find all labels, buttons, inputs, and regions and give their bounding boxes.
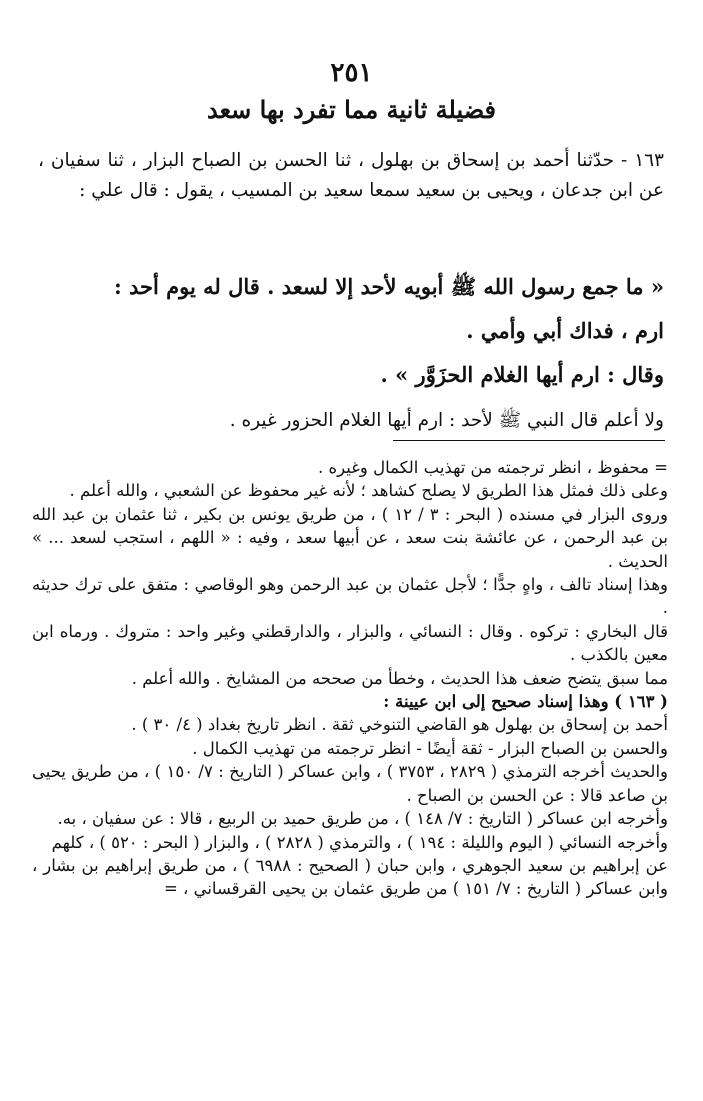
hadith-matn bbox=[38, 265, 664, 397]
hadith-closing-note: ولا أعلم قال النبي ﷺ لأحد : ارم أيها الغلام الحزور غيره . bbox=[229, 410, 664, 431]
footnote-paragraph: قال البخاري : تركوه . وقال : النسائي ، والبزار ، والدارقطني وغير واحد : متروك . ورماه ابن معين بالكذب . bbox=[32, 621, 668, 665]
footnote-paragraph: وأخرجه النسائي ( اليوم والليلة : ١٩٤ ) ، والترمذي ( ٢٨٢٨ ) ، والبزار ( البحر : ٥٢٠ ) ، كلهم bbox=[51, 832, 668, 852]
chapter-title: فضيلة ثانية مما تفرد بها سعد bbox=[206, 95, 497, 124]
hadith-line-3: وقال : ارم أيها الغلام الحزَوَّر » . bbox=[380, 362, 664, 387]
footnotes bbox=[32, 456, 668, 901]
page-number: ٢٥١ bbox=[330, 58, 373, 88]
footnote-paragraph: أحمد بن إسحاق بن بهلول هو القاضي التنوخي ثقة . انظر تاريخ بغداد ( ٤/ ٣٠ ) . bbox=[131, 715, 668, 735]
footnote-paragraph: وهذا إسناد تالف ، واهٍ جدًّا ؛ لأجل عثمان بن عبد الرحمن وهو الوقاصي : متفق على ترك حديثه . bbox=[32, 575, 668, 618]
footnote-paragraph: = محفوظ ، انظر ترجمته من تهذيب الكمال وغيره . bbox=[318, 458, 668, 477]
footnote-paragraph: وأخرجه ابن عساكر ( التاريخ : ٧/ ١٤٨ ) ، من طريق حميد بن الربيع ، قالا : عن سفيان ، به. bbox=[57, 809, 668, 829]
footnote-paragraph: والحديث أخرجه الترمذي ( ٢٨٢٩ ، ٣٧٥٣ ) ، وابن عساكر ( التاريخ : ٧/ ١٥٠ ) ، من طريق يحيى بن صاعد قالا : عن الحسن بن الصباح . bbox=[32, 762, 668, 805]
footnote-paragraph: مما سبق يتضح ضعف هذا الحديث ، وخطأ من صححه من المشايخ . والله أعلم . bbox=[131, 668, 668, 688]
hadith-line-2: ارم ، فداك أبي وأمي . bbox=[466, 318, 664, 343]
footnote-paragraph: وعلى ذلك فمثل هذا الطريق لا يصلح كشاهد ؛ لأنه غير محفوظ عن الشعبي ، والله أعلم . bbox=[69, 481, 668, 501]
footnote-separator bbox=[393, 440, 665, 441]
hadith-line-1: « ما جمع رسول الله ﷺ أبويه لأحد إلا لسعد . قال له يوم أحد : bbox=[113, 274, 664, 299]
footnote-paragraph: والحسن بن الصباح البزار - ثقة أيضًا - انظر ترجمته من تهذيب الكمال . bbox=[192, 738, 668, 758]
hadith-isnad: ١٦٣ - حدّثنا أحمد بن إسحاق بن بهلول ، ثنا الحسن بن الصباح البزار ، ثنا سفيان ، عن ابن جدعان ، ويحيى بن سعيد سمعا سعيد بن المسيب ، يقول : قال علي : bbox=[38, 150, 664, 201]
footnote-paragraph: وروى البزار في مسنده ( البحر : ٣ / ١٢ ) ، من طريق يونس بن بكير ، ثنا عثمان بن عبد الله بن عبد الرحمن ، عن عائشة بنت سعد ، عن أبيها سعد ، وفيه : « اللهم ، استجب لسعد ... » الحديث . bbox=[32, 504, 668, 571]
footnote-heading: ( ١٦٣ ) وهذا إسناد صحيح إلى ابن عيينة : bbox=[383, 692, 668, 712]
footnote-paragraph: عن إبراهيم بن سعيد الجوهري ، وابن حبان ( الصحيح : ٦٩٨٨ ) ، من طريق إبراهيم بن بشار ، وابن عساكر ( التاريخ : ٧/ ١٥١ ) من طريق عثمان بن يحيى القرقساني ، = bbox=[32, 855, 668, 899]
